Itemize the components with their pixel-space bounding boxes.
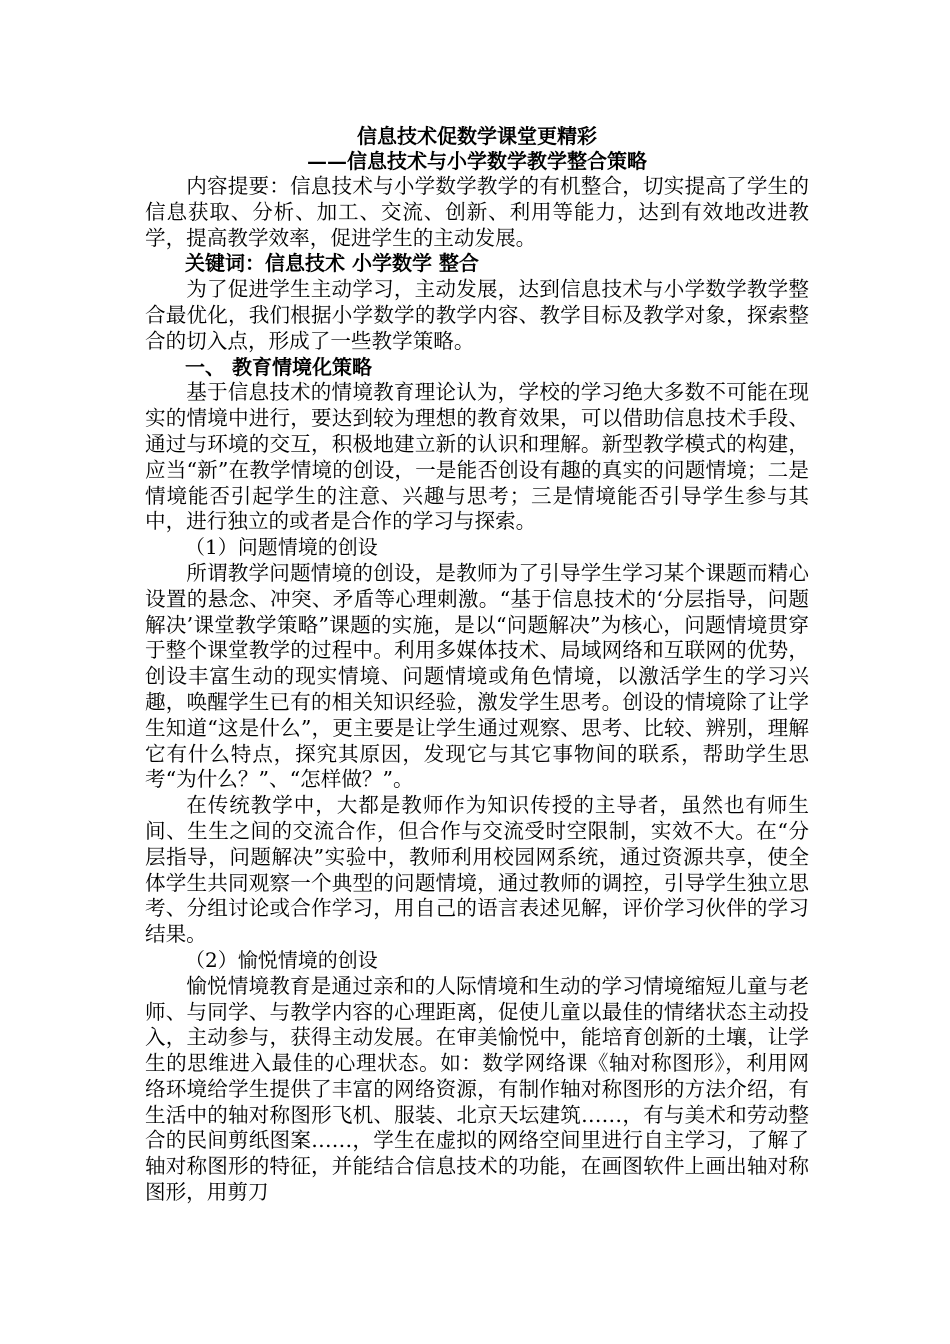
subsection-1-paragraph-2: 在传统教学中，大都是教师作为知识传授的主导者，虽然也有师生间、生生之间的交流合作，但合作与交流受时空限制，实效不大。在“分层指导，问题解决”实验中，教师利用校园网系统，通过资源共享，使全体学生共同观察一个典型的问题情境，通过教师的调控，引导学生独立思考、分组讨论或合作学习，用自己的语言表述见解，评价学习伙伴的学习结果。 <box>145 793 809 947</box>
section-1-paragraph: 基于信息技术的情境教育理论认为，学校的学习绝大多数不可能在现实的情境中进行，要达到较为理想的教育效果，可以借助信息技术手段、通过与环境的交互，积极地建立新的认识和理解。新型教学模式的构建，应当“新”在教学情境的创设，一是能否创设有趣的真实的问题情境；二是情境能否引起学生的注意、兴趣与思考；三是情境能否引导学生参与其中，进行独立的或者是合作的学习与探索。 <box>145 380 809 534</box>
document-page <box>145 124 809 1206</box>
intro-paragraph: 为了促进学生主动学习，主动发展，达到信息技术与小学数学教学整合最优化，我们根据小学数学的教学内容、教学目标及教学对象，探索整合的切入点，形成了一些教学策略。 <box>145 277 809 353</box>
document-title: 信息技术促数学课堂更精彩 <box>357 124 597 148</box>
subsection-2-paragraph: 愉悦情境教育是通过亲和的人际情境和生动的学习情境缩短儿童与老师、与同学、与教学内容的心理距离，促使儿童以最佳的情绪状态主动投入，主动参与，获得主动发展。在审美愉悦中，能培育创新的土壤，让学生的思维进入最佳的心理状态。如：数学网络课《轴对称图形》，利用网络环境给学生提供了丰富的网络资源，有制作轴对称图形的方法介绍，有生活中的轴对称图形飞机、服装、北京天坛建筑……，有与美术和劳动整合的民间剪纸图案……，学生在虚拟的网络空间里进行自主学习，了解了轴对称图形的特征，并能结合信息技术的功能，在画图软件上画出轴对称图形，用剪刀 <box>145 973 809 1205</box>
subsection-1-paragraph-1: 所谓教学问题情境的创设，是教师为了引导学生学习某个课题而精心设置的悬念、冲突、矛盾等心理刺激。“基于信息技术的‘分层指导，问题解决’课堂教学策略”课题的实施，是以“问题解决”为核心，问题情境贯穿于整个课堂教学的过程中。利用多媒体技术、局域网络和互联网的优势，创设丰富生动的现实情境、问题情境或角色情境，以激活学生的学习兴趣，唤醒学生已有的相关知识经验，激发学生思考。创设的情境除了让学生知道“这是什么”，更主要是让学生通过观察、思考、比较、辨别，理解它有什么特点，探究其原因，发现它与其它事物间的联系，帮助学生思考“为什么？”、“怎样做？”。 <box>145 560 809 792</box>
section-1-heading: 一、 教育情境化策略 <box>185 354 372 379</box>
abstract-paragraph: 内容提要：信息技术与小学数学教学的有机整合，切实提高了学生的信息获取、分析、加工、交流、创新、利用等能力，达到有效地改进教学，提高教学效率，促进学生的主动发展。 <box>145 174 809 250</box>
document-subtitle: ——信息技术与小学数学教学整合策略 <box>307 149 647 173</box>
subsection-2-heading: （2）愉悦情境的创设 <box>185 947 378 972</box>
keywords-line: 关键词：信息技术 小学数学 整合 <box>185 251 479 276</box>
subsection-1-heading: （1）问题情境的创设 <box>185 535 378 560</box>
